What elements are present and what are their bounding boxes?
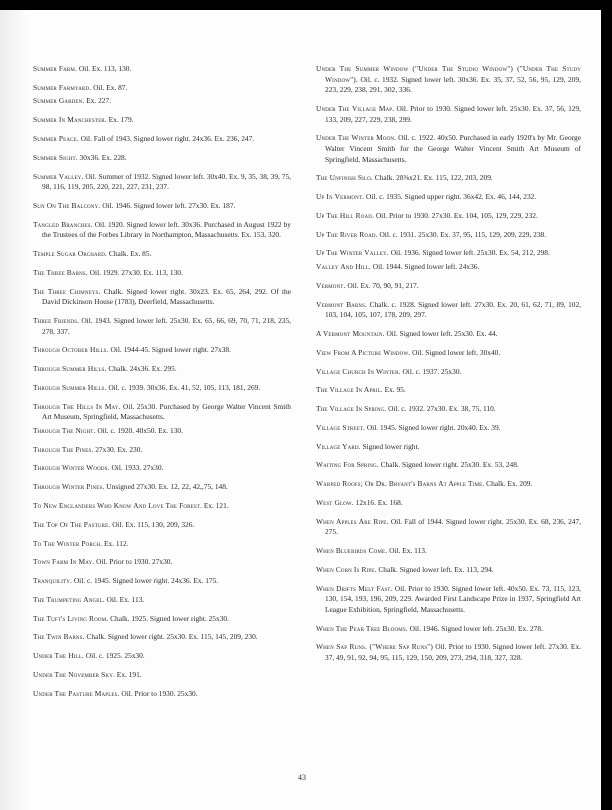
catalog-entry [33, 539, 291, 550]
artwork-details: Oil. c. 1932. Signed lower left. 30x36. Ex. 35, 37, 52, 56, 95, 129, 209, 223, 229, 238, 291, 302, 336. [325, 74, 581, 95]
catalog-entry [316, 460, 581, 471]
catalog-entry [33, 201, 291, 212]
artwork-details: Oil. Prior to 1930. Signed lower left. 27x30. Ex. 37, 49, 91, 92, 94, 95, 115, 129, 150, 209, 273, 294, 318, 327, 328. [325, 642, 581, 663]
artwork-title: Under The Winter Moon. [316, 133, 397, 143]
artwork-title: The Village In Spring. [316, 404, 387, 414]
artwork-title: When Corn Is Ripe. [316, 564, 377, 574]
artwork-details: Ex. 227. [84, 96, 112, 106]
artwork-details: Chalk. 28⅝x21. Ex. 115, 122, 203, 209. [372, 173, 493, 183]
artwork-title: Under The Hill. [33, 651, 84, 661]
catalog-entry [33, 402, 291, 423]
artwork-details: Ex. 112. [102, 538, 129, 548]
artwork-details: 27x30. Ex. 230. [93, 444, 143, 454]
catalog-entry [33, 83, 291, 94]
catalog-entry [33, 287, 291, 308]
artwork-details: Oil. c. 1935. Signed upper right. 36x42. Ex. 46, 144, 232. [364, 192, 537, 202]
artwork-title: Through The Pines. [33, 444, 94, 454]
catalog-entry [316, 442, 581, 453]
artwork-details: Oil. c. 1931. 25x30. Ex. 37, 95, 115, 129, 209, 229, 238. [377, 229, 547, 239]
artwork-details: Unsigned 27x30. Ex. 12, 22, 42,,75, 148. [104, 482, 228, 492]
artwork-title: The Trumpeting Angel. [33, 594, 105, 604]
catalog-entry [33, 445, 291, 456]
catalog-entry [33, 268, 291, 279]
artwork-details: Oil. Ex. 70, 90, 91, 217. [345, 280, 419, 290]
catalog-entry [33, 220, 291, 241]
artwork-title: Summer In Manchester. [33, 115, 107, 125]
artwork-details: Oil. c. 1920. 40x50. Ex. 130. [95, 425, 183, 435]
artwork-title: When Apples Are Ripe. [316, 516, 389, 526]
catalog-entry [33, 364, 291, 375]
artwork-details: Chalk. Signed lower left. Ex. 113, 294. [376, 564, 494, 574]
catalog-entry [33, 64, 291, 75]
artwork-details: Oil. Prior to 1930. 27x30. [94, 557, 173, 567]
artwork-details: Oil. c. 1937. 25x30. [400, 366, 462, 376]
catalog-entry [33, 576, 291, 587]
catalog-entry [33, 345, 291, 356]
artwork-title: Under The November Sky. [33, 670, 115, 680]
artwork-details: Oil. 1946. Signed lower left. 27x30. Ex. 187. [100, 200, 236, 210]
artwork-details: Oil. 1936. Signed lower left. 25x30. Ex. 54, 212, 298. [388, 248, 550, 258]
artwork-details: Oil. Ex. 113, 130. [77, 64, 132, 73]
artwork-details: Oil. c. 1939. 30x36. Ex. 41, 52, 105, 113, 181, 269. [106, 382, 261, 392]
artwork-details: Oil. Fall of 1944. Signed lower right. 25x30. Ex. 68, 236, 247, 275. [325, 516, 582, 537]
catalog-entry [33, 249, 291, 260]
catalog-entry [33, 134, 291, 145]
artwork-title: The Twin Barns. [33, 632, 85, 642]
artwork-title: Through Summer Hills. [33, 364, 107, 374]
artwork-title: Under The Summer Window ("Under The Studio Window") ("Under The Study Window"). [316, 64, 581, 84]
artwork-details: Chalk. 24x36. Ex. 295. [106, 364, 177, 374]
artwork-details: Oil. 1929. 27x30. Ex. 113, 130. [87, 267, 183, 277]
catalog-entry [316, 367, 581, 378]
artwork-details: Chalk. 1925. Signed lower right. 25x30. [108, 613, 229, 623]
catalog-entry [316, 300, 581, 321]
catalog-entry [33, 689, 291, 700]
artwork-title: When Drifts Melt Fast. [316, 583, 393, 593]
catalog-entry [33, 670, 291, 681]
artwork-details: Oil. Prior to 1930. 27x30. Ex. 104, 105, 129, 229, 232. [373, 210, 538, 220]
artwork-title: Sun On The Balcony. [33, 200, 101, 210]
catalog-entry [316, 479, 581, 490]
catalog-entry [316, 565, 581, 576]
artwork-title: The Tuft's Living Room. [33, 613, 109, 623]
catalog-entry [33, 426, 291, 437]
artwork-details: Chalk. Signed lower right. 25x30. Ex. 53, 248. [378, 460, 519, 470]
artwork-details: Oil. 1944-45. Signed lower right. 27x38. [108, 345, 231, 355]
artwork-title: Through October Hills. [33, 345, 109, 355]
catalog-entry [33, 651, 291, 662]
artwork-details: Oil. Ex. 113. [387, 546, 427, 556]
catalog-entry [33, 316, 291, 337]
artwork-title: Warped Roofs; Or Dr. Bryant's Barns At Apple Time. [316, 479, 485, 489]
artwork-details: Oil. 1933. 27x30. [109, 463, 164, 473]
catalog-entry [316, 404, 581, 415]
catalog-entry [316, 262, 581, 273]
artwork-title: When Sap Runs. ("Where Sap Runs") [316, 642, 434, 652]
artwork-details: Ex. 191. [114, 670, 142, 680]
artwork-title: To The Winter Porch. [33, 538, 103, 548]
artwork-title: Through The Night. [33, 425, 96, 435]
catalog-entry [316, 133, 581, 165]
artwork-title: When Bluebirds Come. [316, 546, 388, 556]
artwork-title: Through Winter Pines. [33, 482, 105, 492]
artwork-title: Waiting For Spring. [316, 460, 379, 470]
catalog-entry [33, 172, 291, 193]
catalog-page [0, 10, 601, 810]
artwork-details: Oil. Fall of 1943. Signed lower right. 24x36. Ex. 236, 247. [78, 133, 255, 143]
catalog-entry [316, 546, 581, 557]
catalog-entry [33, 383, 291, 394]
catalog-entry [316, 281, 581, 292]
left-column [33, 64, 291, 708]
artwork-title: Temple Sugar Orchard. [33, 249, 108, 259]
artwork-details: Ex. 121. [201, 501, 229, 510]
artwork-title: Up The Hill Road. [316, 210, 374, 220]
artwork-title: Tranquility. [33, 576, 72, 586]
catalog-entry [316, 329, 581, 340]
artwork-title: Town Farm In May. [33, 557, 95, 567]
artwork-title: Through Summer Hills. [33, 382, 107, 392]
artwork-details: Oil. 1920. Signed lower left. 30x36. Purchased in August 1922 by the Trustees of the Forbes Library in Northampton, Massachusetts. Ex. 153, 320. [42, 219, 291, 240]
artwork-details: Ex. 179. [106, 115, 134, 125]
catalog-entry [33, 614, 291, 625]
catalog-entry [33, 463, 291, 474]
artwork-title: The Three Chimneys. [33, 286, 101, 296]
artwork-details: Oil. 1943. Signed lower left. 25x30. Ex. 65, 66, 69, 70, 71, 218, 235, 278, 337. [42, 315, 292, 336]
artwork-title: Under The Village Map. [316, 103, 395, 113]
artwork-details: Chalk. Signed lower right. 25x30. Ex. 115, 145, 209, 230. [84, 632, 258, 642]
artwork-title: View From A Picture Window. [316, 347, 411, 357]
catalog-entry [316, 423, 581, 434]
artwork-title: To New Englanders Who Know And Love The Forest. [33, 501, 202, 510]
artwork-details: Oil. Summer of 1932. Signed lower left. 30x40. Ex. 9, 35, 38, 39, 75, 98, 116, 119, 205, 220, 221, 227, 231, 237. [42, 171, 291, 192]
artwork-title: Summer Garden. [33, 96, 85, 106]
artwork-details: 12x16. Ex. 168. [353, 498, 403, 507]
artwork-title: The Unfinish Silo. [316, 173, 373, 183]
artwork-title: Summer Valley. [33, 171, 84, 181]
catalog-entry [316, 498, 581, 509]
artwork-title: Valley And Hill. [316, 262, 371, 272]
page-number: 43 [298, 773, 306, 782]
catalog-entry [316, 624, 581, 635]
catalog-entry [316, 230, 581, 241]
artwork-details: Oil. Ex. 115, 130, 209, 326. [110, 519, 195, 529]
artwork-title: Vermont Barns. [316, 299, 368, 309]
artwork-details: Signed lower right. [360, 441, 420, 451]
catalog-entry [33, 115, 291, 126]
catalog-entry [33, 482, 291, 493]
artwork-title: Through The Hills In May. [33, 401, 121, 411]
artwork-details: Oil. c. 1922. 40x50. Purchased in early 1920's by Mr. George Walter Vincent Smith for the George Walter Vincent Smith Art Museum of Springfield, Massachusetts. [325, 133, 581, 164]
artwork-title: Village Street. [316, 422, 365, 432]
artwork-details: Oil. c. 1945. Signed lower right. 24x36. Ex. 175. [72, 576, 219, 586]
catalog-entry [316, 584, 581, 616]
artwork-title: Up In Vermont. [316, 192, 365, 202]
artwork-title: Summer Farm. [33, 64, 77, 73]
artwork-details: Oil. Ex. 113. [104, 594, 145, 604]
artwork-title: Summer Farmyard. [33, 82, 92, 92]
right-column [316, 64, 581, 672]
artwork-title: West Glow. [316, 498, 354, 507]
artwork-title: Village Yard. [316, 441, 361, 451]
artwork-title: Vermont. [316, 280, 346, 290]
artwork-title: The Three Barns. [33, 267, 88, 277]
artwork-title: The Top Of The Pasture. [33, 519, 111, 529]
artwork-title: When The Pear Tree Blooms. [316, 623, 408, 633]
catalog-entry [33, 96, 291, 107]
catalog-entry [33, 153, 291, 164]
artwork-details: Oil. 1945. Signed lower right. 20x40. Ex. 39. [365, 422, 501, 432]
catalog-entry [33, 557, 291, 568]
catalog-entry [316, 211, 581, 222]
artwork-details: Ex. 95. [382, 385, 406, 395]
catalog-entry [33, 501, 291, 512]
artwork-title: A Vermont Mountain. [316, 328, 385, 338]
catalog-entry [316, 348, 581, 359]
catalog-entry [33, 632, 291, 643]
artwork-title: Tangled Branches. [33, 219, 93, 229]
catalog-entry [316, 248, 581, 259]
artwork-details: Oil. c. 1925. 25x30. [83, 651, 145, 661]
artwork-details: Oil. Prior to 1930. Signed lower left. 40x50. Ex. 73, 115, 123, 130, 154, 193, 196, 209, 229. Awarded First Landscape Prize in 1937, Springfield Art League Exhibition, Springfield, Massachusetts. [325, 583, 581, 614]
artwork-details: Oil. 1946. Signed lower left. 25x30. Ex. 278. [407, 623, 543, 633]
artwork-details: Chalk. Ex. 85. [107, 249, 152, 259]
artwork-title: Under The Pasture Maples. [33, 688, 120, 698]
artwork-details: Oil. Ex. 87. [91, 82, 128, 92]
artwork-details: Oil. 1944. Signed lower left. 24x36. [370, 262, 480, 272]
artwork-details: Oil. Signed lower left. 25x30. Ex. 44. [384, 328, 498, 338]
catalog-entry [316, 64, 581, 96]
artwork-details: Oil. Prior to 1930. Signed lower left. 25x30. Ex. 37, 56, 129, 133, 209, 227, 229, 238, 299. [325, 103, 582, 124]
catalog-entry [33, 595, 291, 606]
catalog-entry [316, 385, 581, 396]
catalog-entry [33, 520, 291, 531]
catalog-entry [316, 104, 581, 125]
artwork-title: Up The Winter Valley. [316, 248, 389, 258]
artwork-details: 30x36. Ex. 228. [77, 152, 127, 162]
artwork-title: Summer Sight. [33, 152, 78, 162]
artwork-details: Chalk. Signed lower right. 30x23. Ex. 65, 264, 292. Of the David Dickinson House (1783), Deerfield, Massachusetts. [42, 286, 291, 307]
catalog-entry [316, 173, 581, 184]
artwork-title: Village Church In Winter. [316, 366, 401, 376]
artwork-title: Three Friends. [33, 315, 80, 325]
artwork-details: Oil. 25x30. Purchased by George Walter Vincent Smith Art Museum, Springfield, Massachusetts. [42, 401, 291, 422]
artwork-details: Oil. Signed lower left. 30x40. [410, 347, 501, 357]
artwork-details: Chalk. Ex. 209. [484, 479, 533, 489]
catalog-entry [316, 517, 581, 538]
artwork-details: Oil. c. 1932. 27x30. Ex. 38, 75, 110. [386, 404, 496, 414]
artwork-title: The Village In April. [316, 385, 383, 395]
artwork-details: Oil. Prior to 1930. 25x30. [119, 688, 198, 698]
artwork-details: Chalk. c. 1928. Signed lower left. 27x30. Ex. 20, 61, 62, 71, 89, 102, 103, 104, 105, 107, 178, 209, 297. [325, 299, 582, 320]
catalog-entry [316, 642, 581, 663]
artwork-title: Summer Peace. [33, 133, 79, 143]
artwork-title: Through Winter Woods. [33, 463, 110, 473]
artwork-title: Up The River Road. [316, 229, 378, 239]
catalog-entry [316, 192, 581, 203]
